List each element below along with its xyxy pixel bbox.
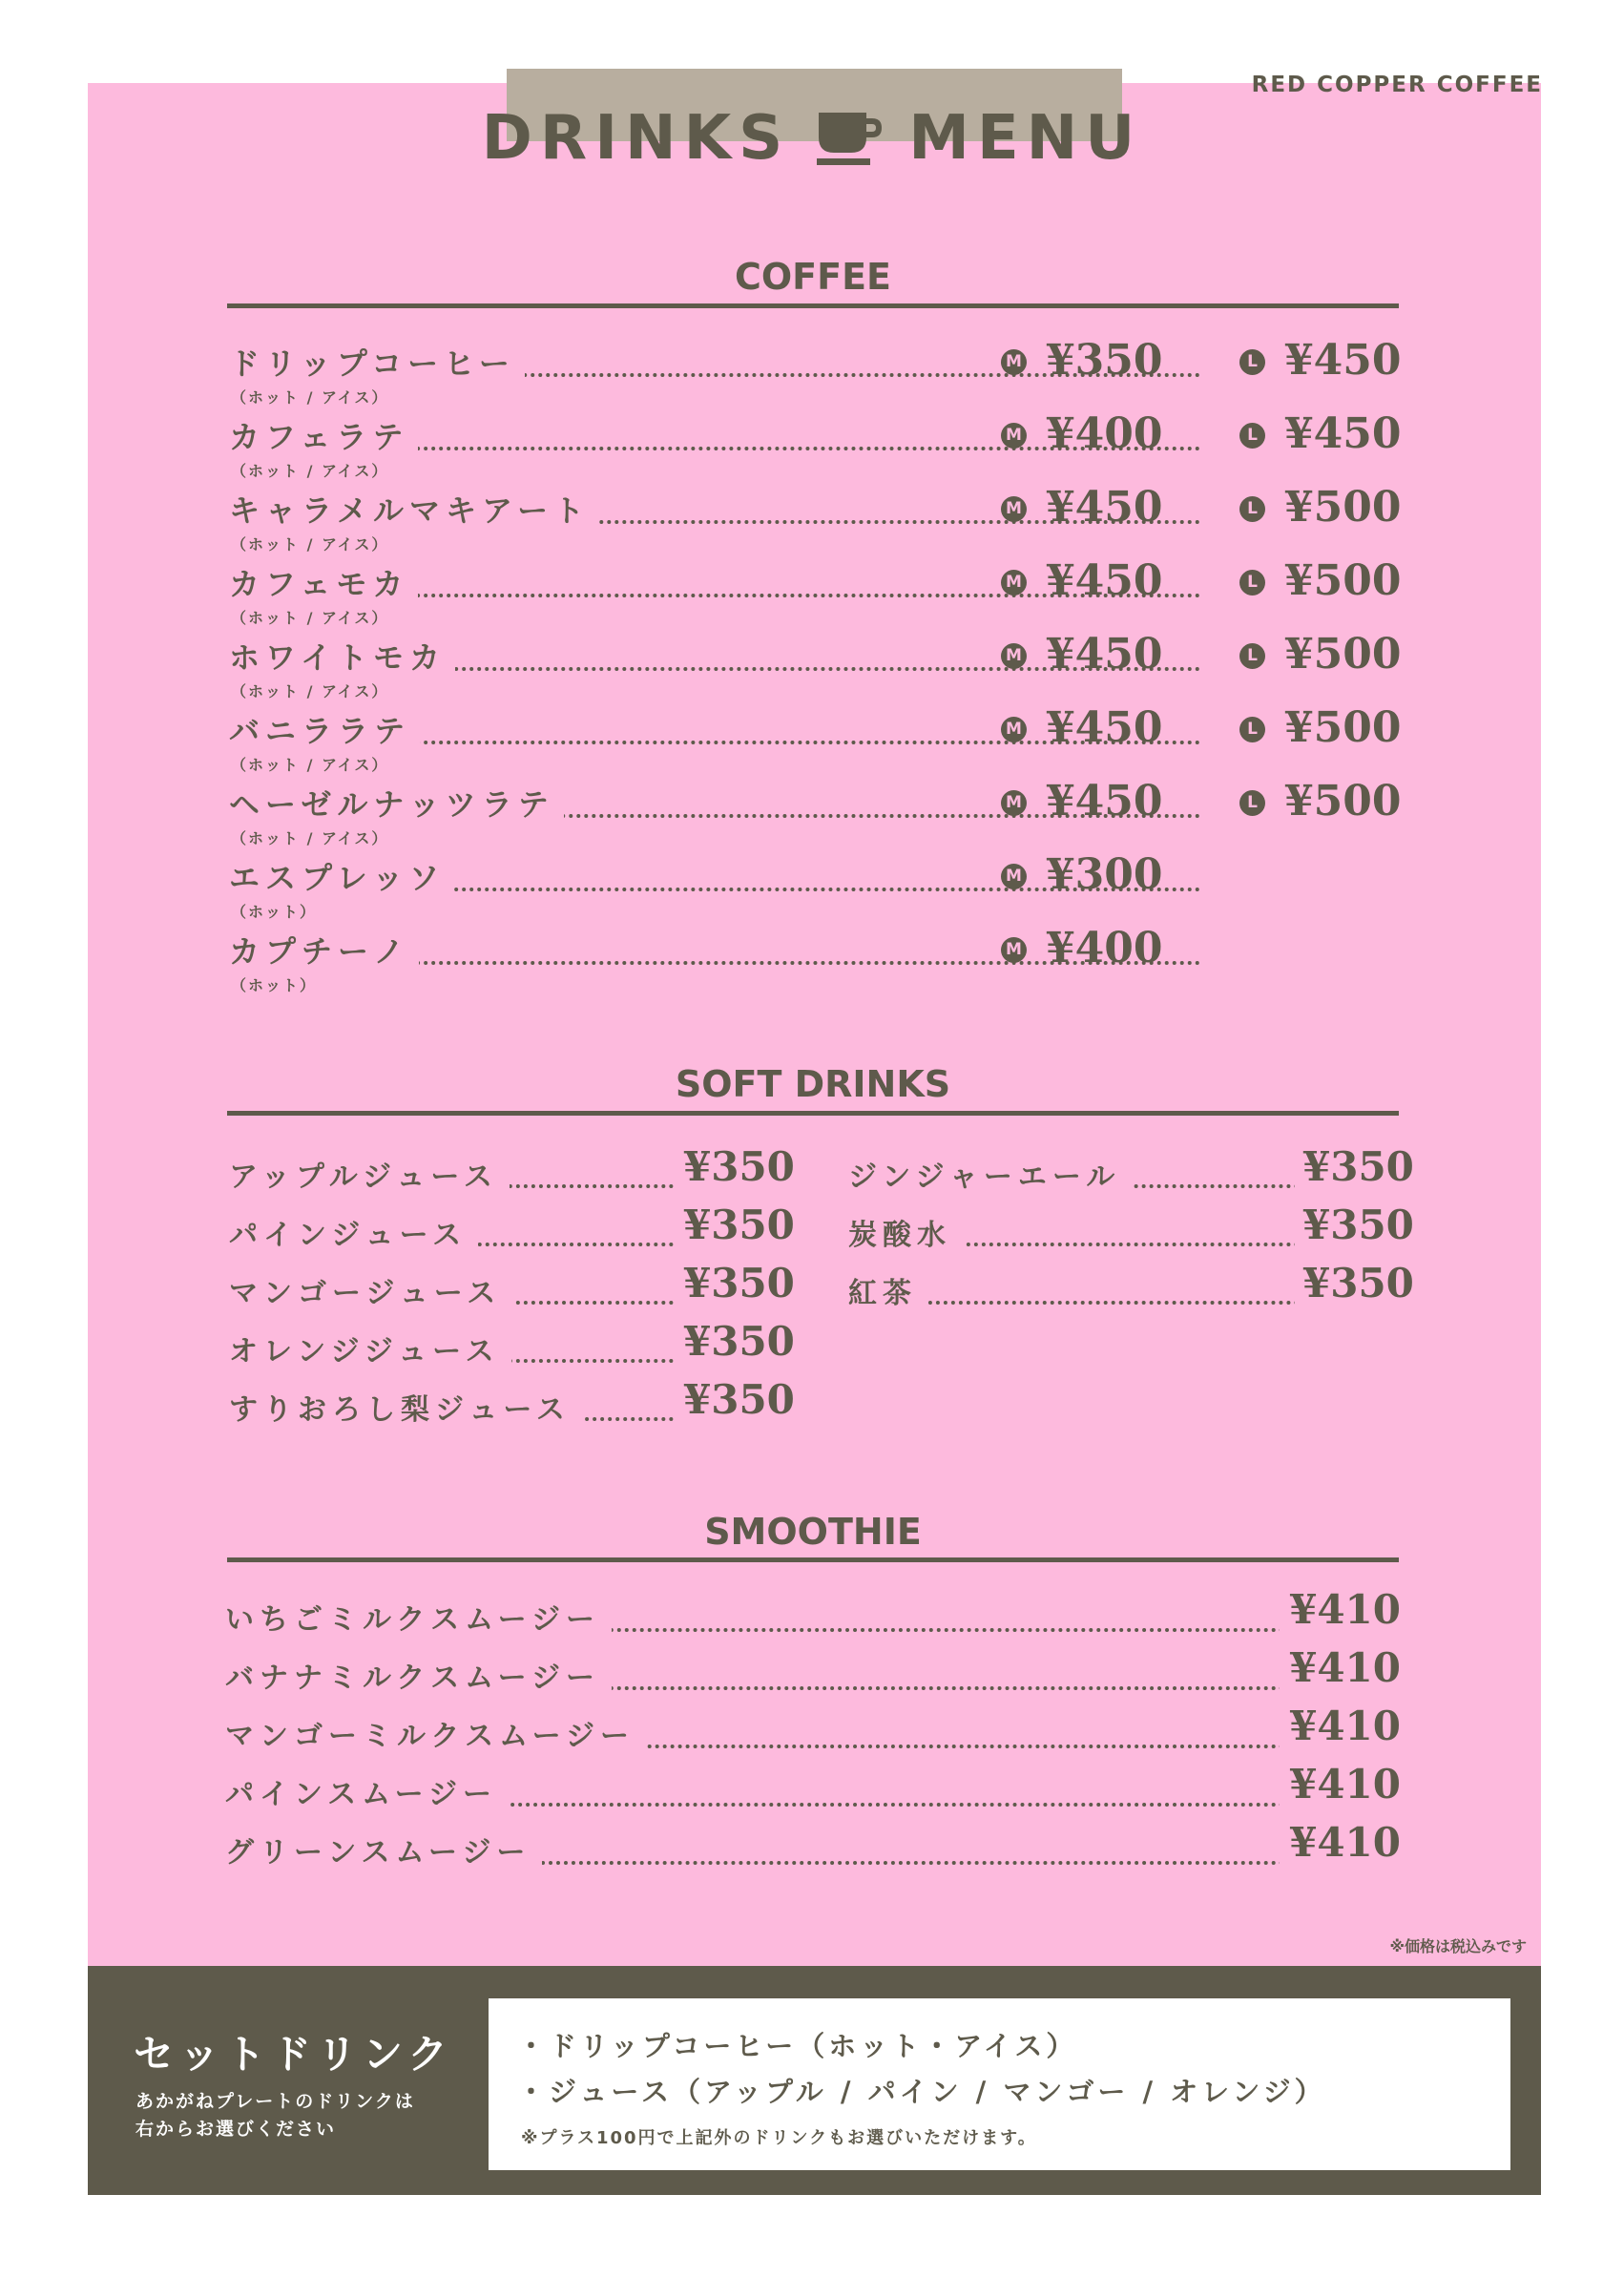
smoothie-row bbox=[225, 1761, 1401, 1823]
size-m-icon: M bbox=[1001, 717, 1027, 742]
coffee-row bbox=[229, 850, 1403, 928]
dotted-leader bbox=[867, 1301, 1299, 1305]
soft-drink-name: オレンジジュース bbox=[229, 1327, 511, 1369]
soft-drink-price: ¥350 bbox=[676, 1143, 795, 1190]
smoothie-price: ¥410 bbox=[1280, 1703, 1401, 1749]
coffee-price-m: ¥450 bbox=[1046, 630, 1163, 679]
coffee-row bbox=[229, 777, 1403, 854]
set-drink-title: セットドリンク bbox=[134, 2031, 454, 2078]
soft-drink-name: アップルジュース bbox=[229, 1153, 510, 1195]
soft-drink-price: ¥350 bbox=[676, 1318, 795, 1365]
size-l-icon: L bbox=[1239, 570, 1265, 596]
coffee-price-l: ¥500 bbox=[1284, 777, 1402, 826]
coffee-cup-icon bbox=[815, 109, 884, 168]
size-m-icon: M bbox=[1001, 496, 1027, 522]
coffee-row bbox=[229, 409, 1403, 487]
size-l-icon: L bbox=[1239, 349, 1265, 375]
smoothie-name: マンゴーミルクスムージー bbox=[225, 1712, 646, 1754]
set-drink-box bbox=[88, 1966, 1541, 2195]
smoothie-row bbox=[225, 1703, 1401, 1765]
smoothie-price: ¥410 bbox=[1280, 1761, 1401, 1808]
smoothie-name: いちごミルクスムージー bbox=[225, 1596, 612, 1638]
coffee-list bbox=[229, 336, 1403, 1001]
set-drink-item-juice: ・ジュース（アップル / パイン / マンゴー / オレンジ） bbox=[517, 2076, 1326, 2108]
smoothie-row bbox=[225, 1819, 1401, 1881]
title-menu: MENU bbox=[908, 103, 1143, 174]
coffee-row bbox=[229, 556, 1403, 634]
coffee-price-l: ¥500 bbox=[1284, 630, 1402, 679]
soft-drink-name: ジンジャーエール bbox=[848, 1153, 1132, 1195]
coffee-price-l: ¥450 bbox=[1284, 409, 1402, 458]
coffee-item-subtitle: （ホット / アイス） bbox=[231, 535, 389, 554]
coffee-price-l: ¥500 bbox=[1284, 556, 1402, 605]
soft-drink-row bbox=[229, 1376, 795, 1440]
soft-drink-name: すりおろし梨ジュース bbox=[229, 1386, 582, 1428]
coffee-item-subtitle: （ホット / アイス） bbox=[231, 388, 389, 407]
coffee-item-subtitle: （ホット / アイス） bbox=[231, 829, 389, 847]
coffee-price-m: ¥300 bbox=[1046, 850, 1163, 899]
menu-title bbox=[0, 103, 1624, 174]
set-drink-item-coffee: ・ドリップコーヒー（ホット・アイス） bbox=[517, 2030, 1078, 2062]
size-l-icon: L bbox=[1239, 717, 1265, 742]
set-drink-note: ※プラス100円で上記外のドリンクもお選びいただけます。 bbox=[521, 2128, 1037, 2148]
set-drink-description bbox=[135, 2088, 415, 2143]
smoothie-name: パインスムージー bbox=[225, 1770, 509, 1812]
size-m-icon: M bbox=[1001, 349, 1027, 375]
size-l-icon: L bbox=[1239, 423, 1265, 449]
coffee-row bbox=[229, 924, 1403, 1001]
coffee-row bbox=[229, 483, 1403, 560]
smoothie-name: グリーンスムージー bbox=[225, 1829, 542, 1870]
size-m-icon: M bbox=[1001, 864, 1027, 889]
coffee-item-subtitle: （ホット） bbox=[231, 976, 318, 994]
soft-drink-row bbox=[848, 1260, 1414, 1324]
soft-drink-row bbox=[229, 1318, 795, 1382]
coffee-item-subtitle: （ホット / アイス） bbox=[231, 462, 389, 480]
size-l-icon: L bbox=[1239, 790, 1265, 816]
coffee-row bbox=[229, 630, 1403, 707]
coffee-item-subtitle: （ホット / アイス） bbox=[231, 609, 389, 627]
soft-drink-name: 紅茶 bbox=[848, 1269, 928, 1311]
soft-drinks-rule bbox=[227, 1111, 1399, 1116]
soft-drink-name: 炭酸水 bbox=[848, 1211, 963, 1253]
size-m-icon: M bbox=[1001, 570, 1027, 596]
set-drink-panel bbox=[489, 1998, 1510, 2170]
coffee-price-m: ¥450 bbox=[1046, 556, 1163, 605]
soft-drinks-left-column bbox=[229, 1143, 795, 1440]
coffee-item-name: カフェモカ bbox=[229, 560, 418, 604]
title-drinks: DRINKS bbox=[481, 103, 791, 174]
soft-drink-price: ¥350 bbox=[1295, 1143, 1414, 1190]
soft-drink-row bbox=[229, 1143, 795, 1207]
smoothie-section-title: SMOOTHIE bbox=[704, 1511, 922, 1553]
soft-drinks-section-title: SOFT DRINKS bbox=[675, 1063, 951, 1105]
coffee-price-m: ¥450 bbox=[1046, 777, 1163, 826]
coffee-item-subtitle: （ホット / アイス） bbox=[231, 756, 389, 774]
coffee-item-name: カフェラテ bbox=[229, 413, 418, 457]
smoothie-rule bbox=[227, 1557, 1399, 1562]
size-m-icon: M bbox=[1001, 423, 1027, 449]
tax-note: ※価格は税込みです bbox=[1389, 1937, 1527, 1955]
coffee-row bbox=[229, 703, 1403, 781]
soft-drinks-right-column bbox=[848, 1143, 1414, 1324]
soft-drink-row bbox=[848, 1202, 1414, 1265]
size-m-icon: M bbox=[1001, 937, 1027, 963]
coffee-item-name: カプチーノ bbox=[229, 928, 419, 972]
coffee-section-title: COFFEE bbox=[734, 256, 892, 298]
size-m-icon: M bbox=[1001, 790, 1027, 816]
soft-drink-name: パインジュース bbox=[229, 1211, 478, 1253]
coffee-item-name: ヘーゼルナッツラテ bbox=[229, 781, 564, 825]
smoothie-price: ¥410 bbox=[1280, 1586, 1401, 1633]
coffee-price-l: ¥500 bbox=[1284, 483, 1402, 532]
coffee-item-name: バニララテ bbox=[229, 707, 420, 751]
soft-drink-price: ¥350 bbox=[1295, 1260, 1414, 1306]
smoothie-list bbox=[225, 1586, 1401, 1881]
soft-drink-row bbox=[848, 1143, 1414, 1207]
soft-drink-row bbox=[229, 1202, 795, 1265]
smoothie-price: ¥410 bbox=[1280, 1644, 1401, 1691]
smoothie-name: バナナミルクスムージー bbox=[225, 1654, 612, 1696]
soft-drink-price: ¥350 bbox=[676, 1260, 795, 1306]
set-drink-desc-line2: 右からお選びください bbox=[135, 2119, 337, 2140]
coffee-price-l: ¥450 bbox=[1284, 336, 1402, 385]
coffee-price-m: ¥450 bbox=[1046, 483, 1163, 532]
coffee-item-name: ドリップコーヒー bbox=[229, 340, 525, 384]
coffee-item-name: キャラメルマキアート bbox=[229, 487, 599, 531]
coffee-item-name: エスプレッソ bbox=[229, 854, 454, 898]
soft-drink-price: ¥350 bbox=[676, 1202, 795, 1248]
size-l-icon: L bbox=[1239, 643, 1265, 669]
soft-drink-price: ¥350 bbox=[1295, 1202, 1414, 1248]
coffee-price-m: ¥450 bbox=[1046, 703, 1163, 752]
brand-name: RED COPPER COFFEE bbox=[1251, 73, 1543, 97]
smoothie-price: ¥410 bbox=[1280, 1819, 1401, 1866]
coffee-price-m: ¥350 bbox=[1046, 336, 1163, 385]
coffee-item-name: ホワイトモカ bbox=[229, 634, 455, 678]
size-l-icon: L bbox=[1239, 496, 1265, 522]
set-drink-desc-line1: あかがねプレートのドリンクは bbox=[135, 2091, 415, 2112]
coffee-price-m: ¥400 bbox=[1046, 409, 1163, 458]
soft-drink-row bbox=[229, 1260, 795, 1324]
coffee-rule bbox=[227, 303, 1399, 308]
soft-drink-name: マンゴージュース bbox=[229, 1269, 512, 1311]
size-m-icon: M bbox=[1001, 643, 1027, 669]
coffee-price-m: ¥400 bbox=[1046, 924, 1163, 972]
coffee-item-subtitle: （ホット） bbox=[231, 903, 318, 921]
coffee-row bbox=[229, 336, 1403, 413]
soft-drink-price: ¥350 bbox=[676, 1376, 795, 1423]
smoothie-row bbox=[225, 1586, 1401, 1648]
smoothie-row bbox=[225, 1644, 1401, 1706]
coffee-price-l: ¥500 bbox=[1284, 703, 1402, 752]
coffee-item-subtitle: （ホット / アイス） bbox=[231, 682, 389, 700]
